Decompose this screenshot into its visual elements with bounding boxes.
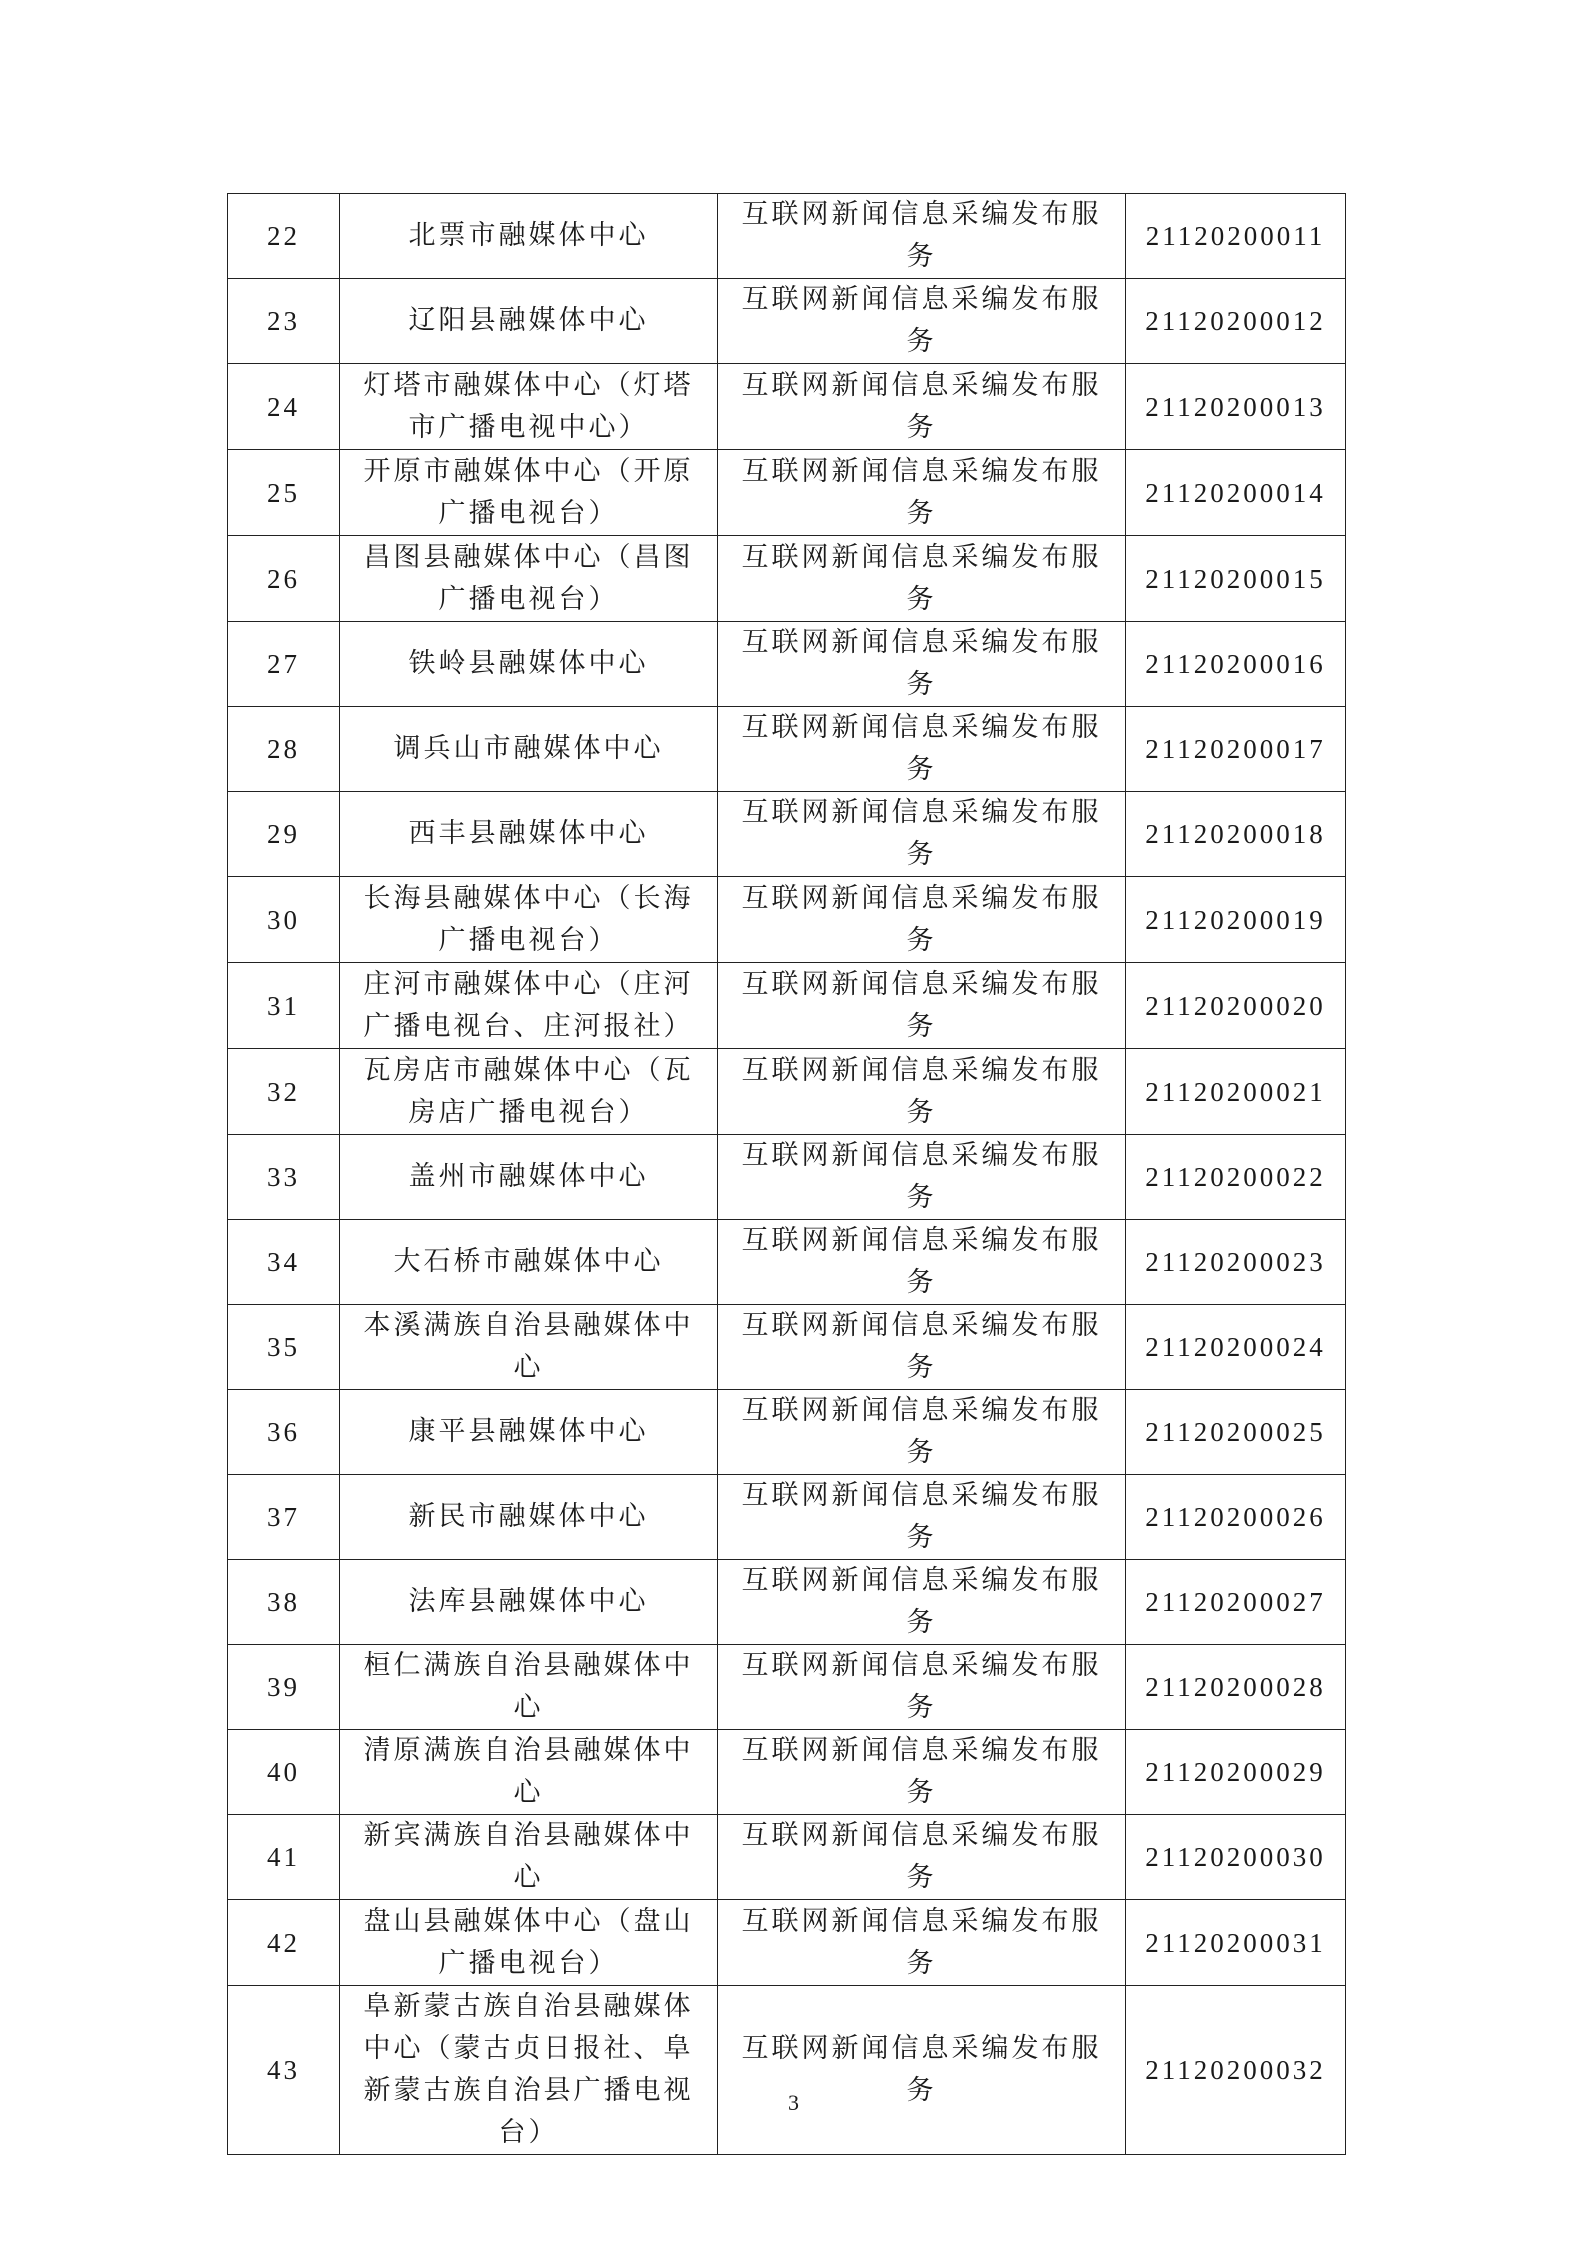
service-type-cell: 互联网新闻信息采编发布服务 xyxy=(718,1986,1126,2155)
license-code-cell: 21120200029 xyxy=(1126,1730,1346,1815)
service-type-cell: 互联网新闻信息采编发布服务 xyxy=(718,1220,1126,1305)
table-row xyxy=(228,1900,1346,1986)
license-code-cell: 21120200026 xyxy=(1126,1475,1346,1560)
organization-name-cell: 大石桥市融媒体中心 xyxy=(340,1220,718,1305)
row-number-cell: 33 xyxy=(228,1135,340,1220)
table-row xyxy=(228,194,1346,279)
license-code-cell: 21120200012 xyxy=(1126,279,1346,364)
license-code-cell: 21120200015 xyxy=(1126,536,1346,622)
table-row xyxy=(228,707,1346,792)
service-type-cell: 互联网新闻信息采编发布服务 xyxy=(718,1645,1126,1730)
license-code-cell: 21120200011 xyxy=(1126,194,1346,279)
service-type-cell: 互联网新闻信息采编发布服务 xyxy=(718,1390,1126,1475)
table-row xyxy=(228,279,1346,364)
service-type-cell: 互联网新闻信息采编发布服务 xyxy=(718,707,1126,792)
service-type-cell: 互联网新闻信息采编发布服务 xyxy=(718,194,1126,279)
organization-name-cell: 辽阳县融媒体中心 xyxy=(340,279,718,364)
row-number-cell: 23 xyxy=(228,279,340,364)
license-code-cell: 21120200021 xyxy=(1126,1049,1346,1135)
license-code-cell: 21120200030 xyxy=(1126,1815,1346,1900)
license-code-cell: 21120200019 xyxy=(1126,877,1346,963)
table-row xyxy=(228,1815,1346,1900)
license-code-cell: 21120200028 xyxy=(1126,1645,1346,1730)
license-code-cell: 21120200020 xyxy=(1126,963,1346,1049)
table-row xyxy=(228,622,1346,707)
service-type-cell: 互联网新闻信息采编发布服务 xyxy=(718,1475,1126,1560)
row-number-cell: 26 xyxy=(228,536,340,622)
registry-table xyxy=(227,193,1346,2155)
organization-name-cell: 桓仁满族自治县融媒体中心 xyxy=(340,1645,718,1730)
organization-name-cell: 长海县融媒体中心（长海广播电视台） xyxy=(340,877,718,963)
registry-table-body xyxy=(228,194,1346,2155)
service-type-cell: 互联网新闻信息采编发布服务 xyxy=(718,1049,1126,1135)
service-type-cell: 互联网新闻信息采编发布服务 xyxy=(718,536,1126,622)
license-code-cell: 21120200025 xyxy=(1126,1390,1346,1475)
table-row xyxy=(228,1986,1346,2155)
organization-name-cell: 新宾满族自治县融媒体中心 xyxy=(340,1815,718,1900)
organization-name-cell: 庄河市融媒体中心（庄河广播电视台、庄河报社） xyxy=(340,963,718,1049)
table-row xyxy=(228,1135,1346,1220)
row-number-cell: 35 xyxy=(228,1305,340,1390)
table-row xyxy=(228,1049,1346,1135)
row-number-cell: 36 xyxy=(228,1390,340,1475)
license-code-cell: 21120200018 xyxy=(1126,792,1346,877)
table-row xyxy=(228,1305,1346,1390)
organization-name-cell: 阜新蒙古族自治县融媒体中心（蒙古贞日报社、阜新蒙古族自治县广播电视台） xyxy=(340,1986,718,2155)
row-number-cell: 41 xyxy=(228,1815,340,1900)
row-number-cell: 31 xyxy=(228,963,340,1049)
table-row xyxy=(228,1475,1346,1560)
license-code-cell: 21120200022 xyxy=(1126,1135,1346,1220)
service-type-cell: 互联网新闻信息采编发布服务 xyxy=(718,279,1126,364)
license-code-cell: 21120200023 xyxy=(1126,1220,1346,1305)
row-number-cell: 30 xyxy=(228,877,340,963)
license-code-cell: 21120200016 xyxy=(1126,622,1346,707)
organization-name-cell: 西丰县融媒体中心 xyxy=(340,792,718,877)
service-type-cell: 互联网新闻信息采编发布服务 xyxy=(718,877,1126,963)
service-type-cell: 互联网新闻信息采编发布服务 xyxy=(718,622,1126,707)
row-number-cell: 42 xyxy=(228,1900,340,1986)
organization-name-cell: 调兵山市融媒体中心 xyxy=(340,707,718,792)
table-row xyxy=(228,1730,1346,1815)
row-number-cell: 32 xyxy=(228,1049,340,1135)
table-row xyxy=(228,1645,1346,1730)
service-type-cell: 互联网新闻信息采编发布服务 xyxy=(718,364,1126,450)
row-number-cell: 28 xyxy=(228,707,340,792)
row-number-cell: 24 xyxy=(228,364,340,450)
license-code-cell: 21120200013 xyxy=(1126,364,1346,450)
table-row xyxy=(228,536,1346,622)
table-row xyxy=(228,450,1346,536)
row-number-cell: 40 xyxy=(228,1730,340,1815)
license-code-cell: 21120200014 xyxy=(1126,450,1346,536)
license-code-cell: 21120200017 xyxy=(1126,707,1346,792)
row-number-cell: 39 xyxy=(228,1645,340,1730)
organization-name-cell: 开原市融媒体中心（开原广播电视台） xyxy=(340,450,718,536)
row-number-cell: 38 xyxy=(228,1560,340,1645)
license-code-cell: 21120200027 xyxy=(1126,1560,1346,1645)
row-number-cell: 25 xyxy=(228,450,340,536)
service-type-cell: 互联网新闻信息采编发布服务 xyxy=(718,1305,1126,1390)
table-row xyxy=(228,792,1346,877)
organization-name-cell: 盖州市融媒体中心 xyxy=(340,1135,718,1220)
row-number-cell: 22 xyxy=(228,194,340,279)
table-row xyxy=(228,1390,1346,1475)
table-row xyxy=(228,1220,1346,1305)
service-type-cell: 互联网新闻信息采编发布服务 xyxy=(718,1730,1126,1815)
organization-name-cell: 灯塔市融媒体中心（灯塔市广播电视中心） xyxy=(340,364,718,450)
organization-name-cell: 昌图县融媒体中心（昌图广播电视台） xyxy=(340,536,718,622)
organization-name-cell: 本溪满族自治县融媒体中心 xyxy=(340,1305,718,1390)
organization-name-cell: 北票市融媒体中心 xyxy=(340,194,718,279)
row-number-cell: 29 xyxy=(228,792,340,877)
license-code-cell: 21120200032 xyxy=(1126,1986,1346,2155)
service-type-cell: 互联网新闻信息采编发布服务 xyxy=(718,963,1126,1049)
organization-name-cell: 康平县融媒体中心 xyxy=(340,1390,718,1475)
row-number-cell: 34 xyxy=(228,1220,340,1305)
table-row xyxy=(228,364,1346,450)
service-type-cell: 互联网新闻信息采编发布服务 xyxy=(718,450,1126,536)
table-row xyxy=(228,877,1346,963)
service-type-cell: 互联网新闻信息采编发布服务 xyxy=(718,1815,1126,1900)
service-type-cell: 互联网新闻信息采编发布服务 xyxy=(718,1900,1126,1986)
row-number-cell: 27 xyxy=(228,622,340,707)
organization-name-cell: 新民市融媒体中心 xyxy=(340,1475,718,1560)
row-number-cell: 37 xyxy=(228,1475,340,1560)
organization-name-cell: 瓦房店市融媒体中心（瓦房店广播电视台） xyxy=(340,1049,718,1135)
page-number: 3 xyxy=(788,2090,799,2115)
organization-name-cell: 清原满族自治县融媒体中心 xyxy=(340,1730,718,1815)
license-code-cell: 21120200031 xyxy=(1126,1900,1346,1986)
row-number-cell: 43 xyxy=(228,1986,340,2155)
table-row xyxy=(228,1560,1346,1645)
service-type-cell: 互联网新闻信息采编发布服务 xyxy=(718,1135,1126,1220)
service-type-cell: 互联网新闻信息采编发布服务 xyxy=(718,792,1126,877)
organization-name-cell: 铁岭县融媒体中心 xyxy=(340,622,718,707)
table-row xyxy=(228,963,1346,1049)
organization-name-cell: 法库县融媒体中心 xyxy=(340,1560,718,1645)
license-code-cell: 21120200024 xyxy=(1126,1305,1346,1390)
service-type-cell: 互联网新闻信息采编发布服务 xyxy=(718,1560,1126,1645)
organization-name-cell: 盘山县融媒体中心（盘山广播电视台） xyxy=(340,1900,718,1986)
